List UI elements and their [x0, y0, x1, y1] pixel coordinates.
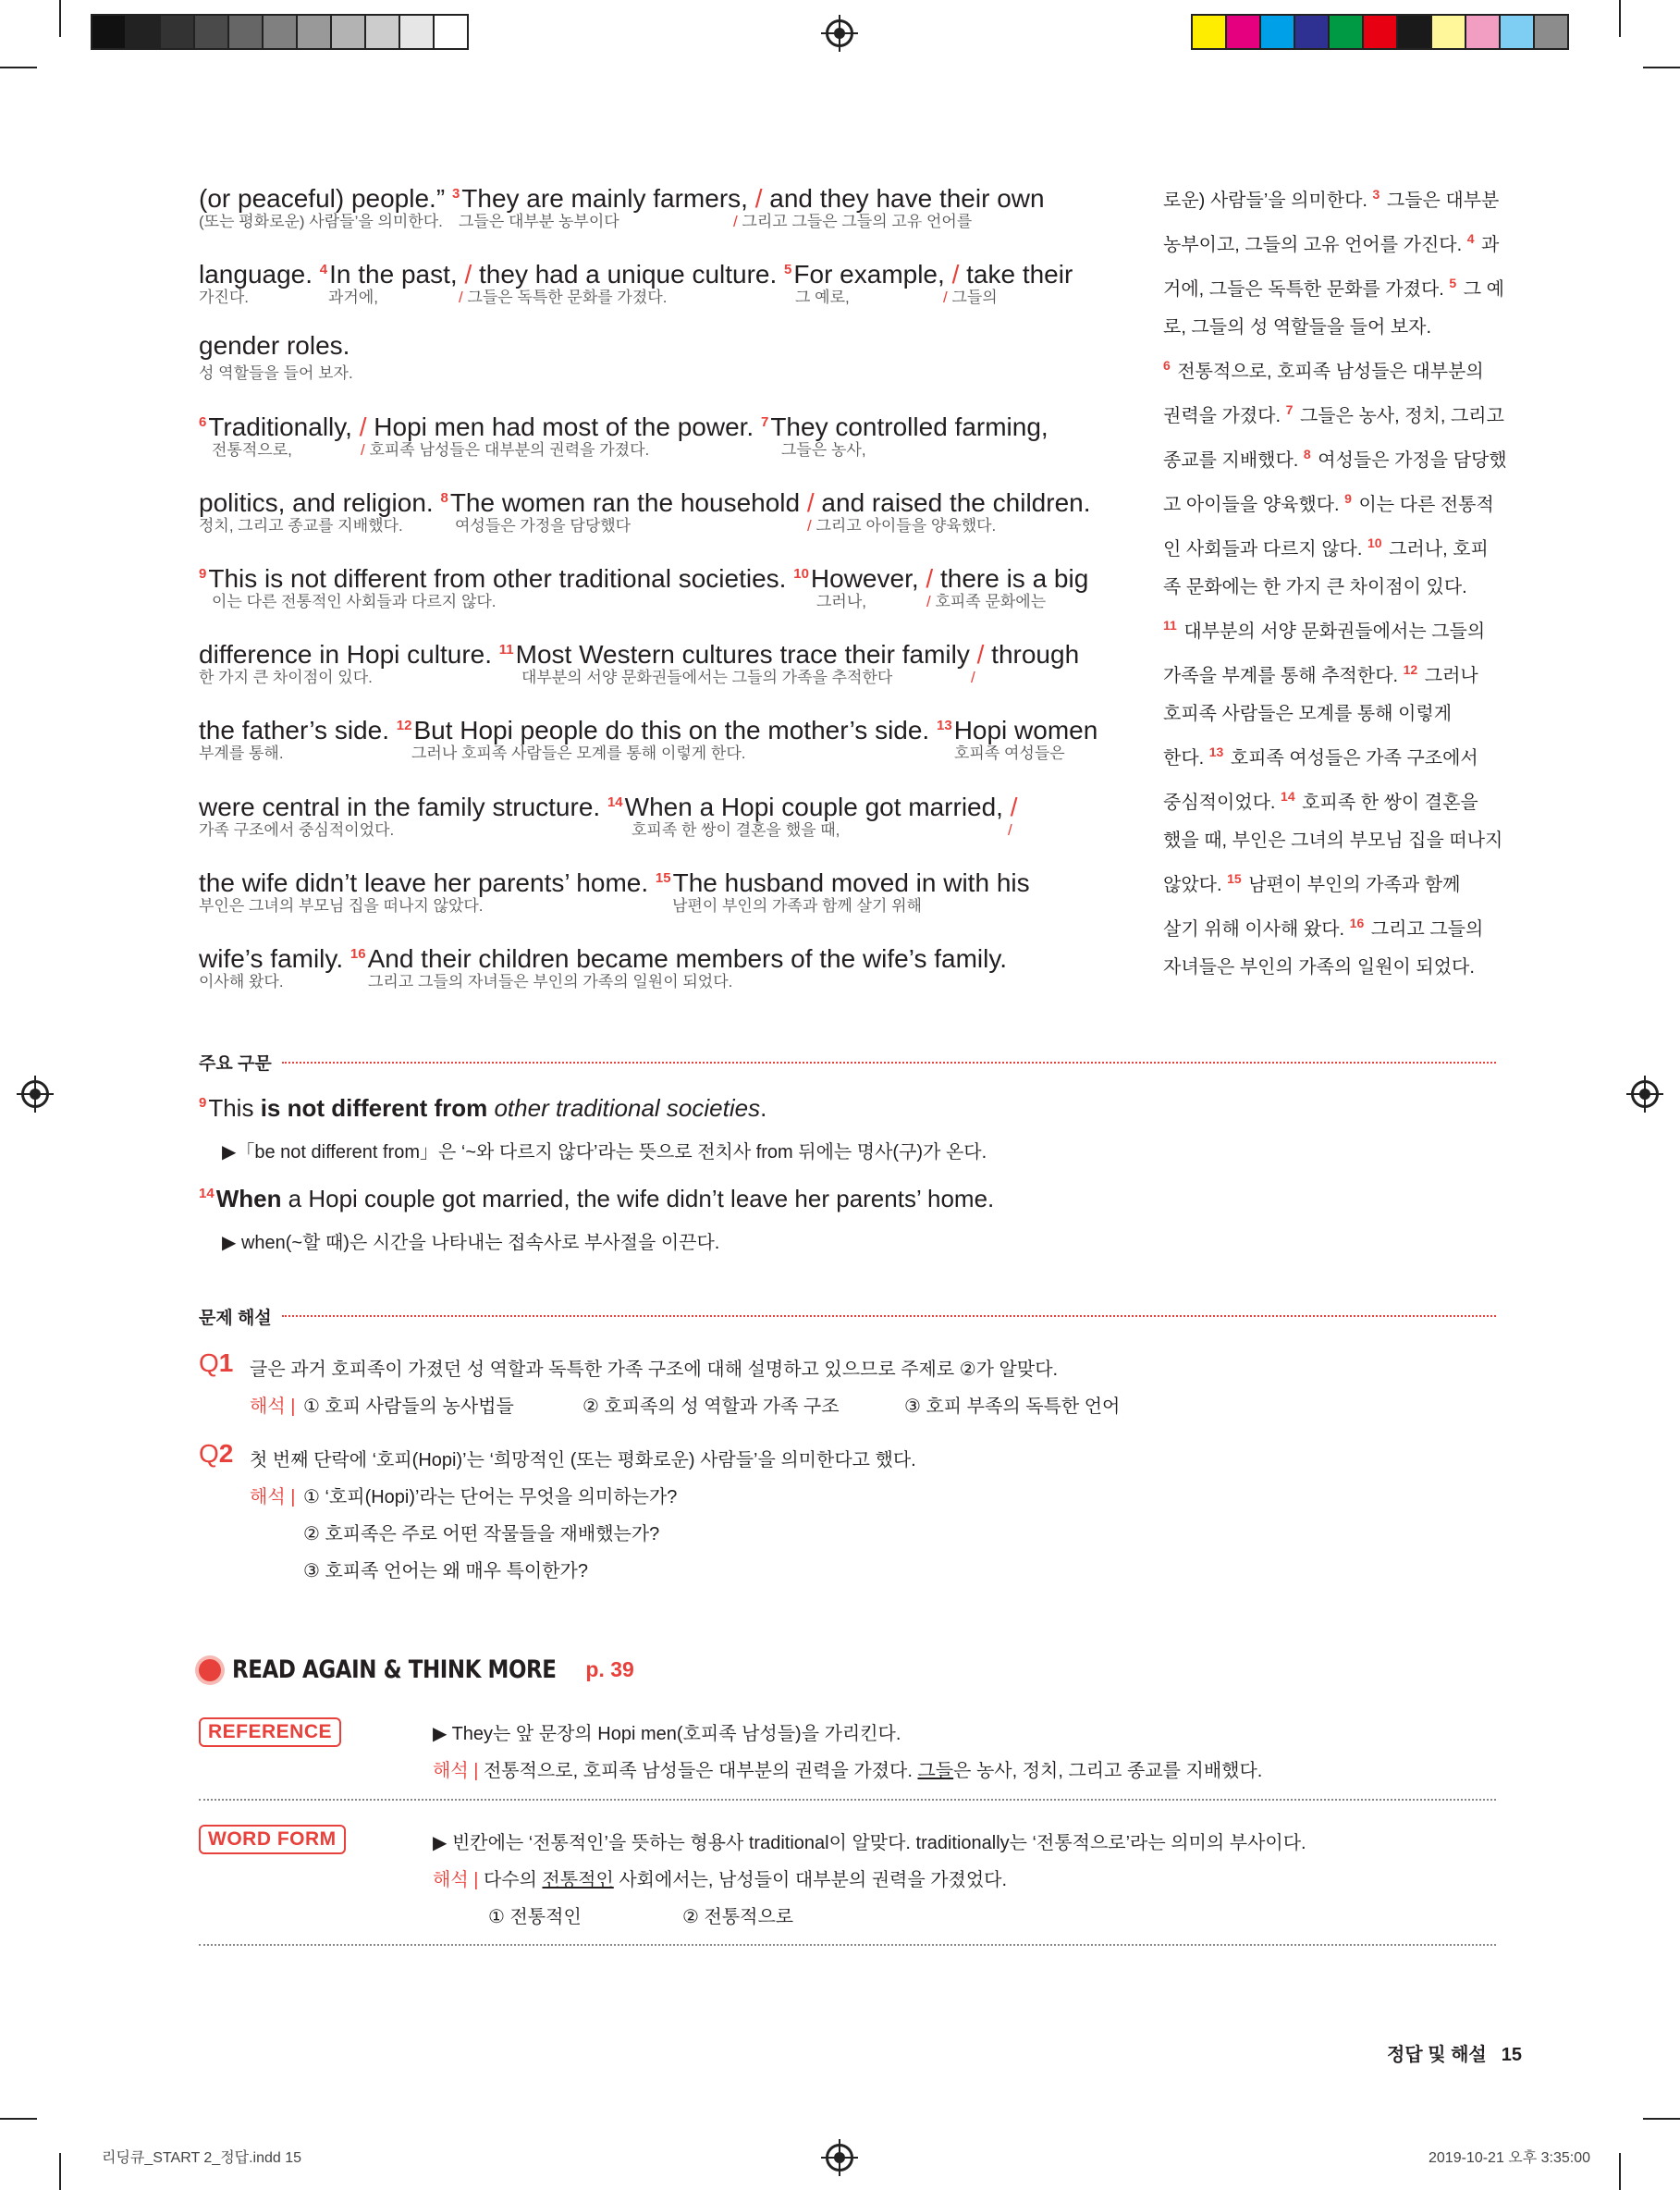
passage-text: (or peaceful) people.” — [199, 184, 452, 213]
question-2-options: 해석 | ① ‘호피(Hopi)’라는 단어는 무엇을 의미하는가? ② 호피족은 주로 어떤 작물들을 재배했는가? ③ 호피족 언어는 왜 매우 특이한가? — [250, 1487, 678, 1581]
passage-text: They are mainly farmers, — [461, 184, 755, 213]
sentence-number: 10 — [793, 566, 809, 582]
sentence-number: 3 — [451, 186, 460, 202]
side-translation-line — [1163, 480, 1514, 524]
chunk-slash: / — [459, 289, 463, 306]
sentence-number: 6 — [1163, 358, 1171, 373]
registration-mark-bottom — [826, 2144, 853, 2172]
passage-korean-gloss — [199, 364, 1086, 383]
passage-text: Most Western cultures trace their family — [515, 640, 977, 669]
passage-english-line — [199, 331, 349, 361]
key-structures-title: 주요 구문 — [199, 1054, 272, 1074]
passage-english-line — [199, 560, 1088, 594]
passage-text: When a Hopi couple got married, — [624, 793, 1011, 821]
side-translation-line — [1163, 607, 1514, 651]
gloss-chunk: 부계를 통해. — [199, 744, 284, 762]
gloss-chunk: 호피족 여성들은 — [954, 744, 1065, 762]
translation-text: 족 문화에는 한 가지 큰 차이점이 있다. — [1163, 577, 1467, 597]
gloss-chunk: 성 역할들을 들어 보자. — [199, 364, 353, 382]
passage-text: / — [359, 412, 367, 441]
sentence-number: 8 — [1303, 447, 1311, 461]
sentence-number: 4 — [319, 262, 328, 277]
translation-text: 전통적으로, 호피족 남성들은 대부분의 — [1171, 362, 1484, 382]
passage-korean-gloss — [199, 289, 1086, 307]
passage-english-line — [199, 864, 1030, 898]
sentence-number: 10 — [1367, 535, 1382, 550]
color-swatch — [435, 16, 467, 48]
chunk-slash: / — [361, 441, 365, 459]
gloss-chunk: 남편이 부인의 가족과 함께 살기 위해 — [672, 897, 922, 915]
sentence-number: 4 — [1466, 231, 1475, 246]
sentence-number: 15 — [1227, 871, 1242, 886]
sentence-number: 9 — [199, 566, 207, 582]
translation-text: 권력을 가졌다. — [1163, 406, 1286, 426]
page-footer: 정답 및 해설 15 — [1387, 2045, 1522, 2065]
color-swatch — [1261, 16, 1295, 48]
color-swatch — [1466, 16, 1501, 48]
passage-text: / — [926, 564, 934, 593]
translation-text: 호피족 여성들은 가족 구조에서 — [1225, 748, 1478, 769]
side-translation-line — [1163, 265, 1514, 309]
word-form-badge: WORD FORM — [199, 1825, 346, 1854]
key-structure-sentence-1: $^9$This is not different from other traditional societies. — [199, 1094, 767, 1122]
passage-text: Hopi women — [953, 716, 1098, 744]
translation-text: 인 사회들과 다르지 않다. — [1163, 539, 1367, 560]
side-translation-line — [1163, 347, 1514, 391]
gloss-chunk: 과거에, — [328, 289, 378, 306]
passage-text: The husband moved in with his — [672, 868, 1030, 897]
section-divider — [282, 1062, 1496, 1064]
passage-text: through — [984, 640, 1080, 669]
sentence-number: 16 — [1349, 916, 1365, 930]
passage-text: But Hopi people do this on the mother’s side. — [413, 716, 937, 744]
translation-text: 한다. — [1163, 748, 1209, 769]
passage-korean-gloss — [199, 517, 1086, 535]
color-swatch — [1227, 16, 1261, 48]
side-translation-line — [1163, 778, 1514, 822]
translation-text: 자녀들은 부인의 가족의 일원이 되었다. — [1163, 957, 1475, 978]
sentence-number: 5 — [1449, 276, 1457, 290]
sentence-number: 9 — [1344, 491, 1352, 506]
color-swatch — [1330, 16, 1364, 48]
translation-text: 중심적이었다. — [1163, 793, 1281, 813]
passage-korean-gloss — [199, 593, 1086, 611]
passage-text: / — [754, 184, 763, 213]
passage-english-line — [199, 788, 1018, 822]
translation-text: 농부이고, 그들의 고유 언어를 가진다. — [1163, 235, 1467, 255]
passage-text: difference in Hopi culture. — [199, 640, 499, 669]
reference-explanation: ▶ They는 앞 문장의 Hopi men(호피족 남성들)을 가리킨다. — [433, 1724, 901, 1744]
read-again-header: READ AGAIN & THINK MORE p. 39 — [199, 1655, 634, 1689]
color-swatch — [400, 16, 435, 48]
sentence-number: 5 — [784, 262, 792, 277]
sentence-number: 12 — [396, 718, 412, 733]
gloss-chunk: 가진다. — [199, 289, 249, 306]
passage-text: language. — [199, 260, 320, 289]
gloss-chunk: / 호피족 남성들은 대부분의 권력을 가졌다. — [361, 441, 650, 459]
key-structure-sentence-2: $^{14}$When a Hopi couple got married, the wife didn’t leave her parents’ home. — [199, 1185, 995, 1212]
side-translation-line — [1163, 176, 1514, 220]
registration-mark-right — [1631, 1080, 1659, 1108]
gloss-chunk: 그러나, — [816, 593, 866, 610]
color-swatch — [1193, 16, 1227, 48]
file-slug: 리딩큐_START 2_정답.indd 15 — [102, 2150, 302, 2166]
word-form-options: ① 전통적인 ② 전통적으로 — [488, 1907, 794, 1927]
side-translation-line — [1163, 949, 1514, 987]
passage-text: the father’s side. — [199, 716, 397, 744]
divider — [199, 1944, 1496, 1946]
sentence-number: 12 — [1403, 662, 1418, 677]
translation-text: 그리고 그들의 — [1366, 919, 1484, 940]
gloss-chunk: / 호피족 문화에는 — [926, 593, 1047, 610]
sentence-number: 8 — [440, 490, 448, 506]
passage-text: In the past, — [329, 260, 465, 289]
passage-korean-gloss — [199, 821, 1086, 840]
color-swatch — [366, 16, 400, 48]
passage-text: take their — [959, 260, 1073, 289]
color-swatch — [161, 16, 195, 48]
color-swatch — [195, 16, 229, 48]
gloss-chunk: 부인은 그녀의 부모님 집을 떠나지 않았다. — [199, 897, 484, 915]
print-timestamp: 2019-10-21 오후 3:35:00 — [1429, 2150, 1591, 2166]
word-form-explanation: ▶ 빈칸에는 ‘전통적인’을 뜻하는 형용사 traditional이 알맞다. traditionally는 ‘전통적으로’라는 의미의 부사이다. — [433, 1833, 1306, 1853]
grayscale-color-bar — [91, 14, 469, 50]
side-translation-line — [1163, 904, 1514, 949]
gloss-chunk: (또는 평화로운) 사람들’을 의미한다. — [199, 213, 443, 230]
translation-text: 고 아이들을 양육했다. — [1163, 495, 1345, 515]
translation-text: 않았다. — [1163, 875, 1228, 895]
chunk-slash: / — [926, 593, 931, 610]
gloss-chunk: 그러나 호피족 사람들은 모계를 통해 이렇게 한다. — [411, 744, 746, 762]
gloss-chunk: 대부분의 서양 문화권들에서는 그들의 가족을 추적한다 — [521, 669, 893, 686]
translation-text: 호피족 사람들은 모계를 통해 이렇게 — [1163, 704, 1453, 724]
side-translation-line — [1163, 436, 1514, 480]
gloss-chunk: 그 예로, — [795, 289, 850, 306]
translation-text: 이는 다른 전통적 — [1353, 495, 1494, 515]
color-swatch — [229, 16, 264, 48]
registration-mark-top — [826, 19, 853, 47]
side-translation-line — [1163, 220, 1514, 265]
passage-korean-gloss — [199, 441, 1086, 460]
passage-text: / — [464, 260, 472, 289]
sentence-number: 3 — [1372, 187, 1380, 202]
sentence-number: 14 — [607, 794, 623, 810]
translation-text: 남편이 부인의 가족과 함께 — [1243, 875, 1461, 895]
gloss-chunk — [1008, 821, 1012, 840]
passage-text: The women ran the household — [449, 488, 807, 517]
passage-text: Traditionally, — [208, 412, 360, 441]
passage-korean-gloss — [199, 213, 1086, 231]
passage-english-line — [199, 711, 1098, 745]
side-translation-line — [1163, 733, 1514, 778]
question-1-label: Q1 — [199, 1348, 234, 1377]
passage-text: This is not different from other traditional societies. — [208, 564, 794, 593]
key-structure-note-1: ▶「be not different from」은 ‘~와 다르지 않다’라는 뜻으로 전치사 from 뒤에는 명사(구)가 온다. — [222, 1142, 987, 1163]
color-swatch — [264, 16, 298, 48]
passage-text: wife’s family. — [199, 944, 350, 973]
bullet-icon — [199, 1659, 221, 1681]
passage-text: the wife didn’t leave her parents’ home. — [199, 868, 656, 897]
question-2-explanation: 첫 번째 단락에 ‘호피(Hopi)’는 ‘희망적인 (또는 평화로운) 사람들’을 의미한다고 했다. — [250, 1450, 916, 1470]
chunk-slash: / — [1008, 821, 1012, 839]
side-translation-line — [1163, 822, 1514, 860]
passage-english-line — [199, 940, 1007, 974]
color-swatch — [332, 16, 366, 48]
sentence-number: 15 — [655, 870, 671, 886]
passage-korean-gloss — [199, 669, 1086, 687]
gloss-chunk: / 그리고 그들은 그들의 고유 언어를 — [733, 213, 973, 230]
reference-translation: 해석 | 전통적으로, 호피족 남성들은 대부분의 권력을 가졌다. 그들은 농사, 정치, 그리고 종교를 지배했다. — [433, 1761, 1263, 1781]
translation-text: 종교를 지배했다. — [1163, 450, 1304, 471]
passage-text: And their children became members of the wife’s family. — [367, 944, 1008, 973]
gloss-chunk — [971, 669, 975, 687]
passage-text: They controlled farming, — [770, 412, 1048, 441]
chunk-slash: / — [943, 289, 948, 306]
translation-text: 살기 위해 이사해 왔다. — [1163, 919, 1350, 940]
chunk-slash: / — [971, 669, 975, 686]
gloss-chunk: 전통적으로, — [212, 441, 292, 459]
gloss-chunk: 호피족 한 쌍이 결혼을 했을 때, — [632, 821, 840, 839]
sentence-number: 13 — [937, 718, 952, 733]
color-swatch — [127, 16, 161, 48]
side-translation-line — [1163, 524, 1514, 569]
side-translation-line — [1163, 391, 1514, 436]
passage-english-line — [199, 179, 1045, 214]
color-swatch — [298, 16, 332, 48]
gloss-chunk: 이사해 왔다. — [199, 973, 284, 990]
translation-text: 그들은 농사, 정치, 그리고 — [1294, 406, 1504, 426]
side-translation — [1163, 176, 1514, 987]
sentence-number: 14 — [1281, 789, 1295, 804]
passage-text: / — [806, 488, 815, 517]
translation-text: 그러나, 호피 — [1383, 539, 1489, 560]
translation-text: 했을 때, 부인은 그녀의 부모님 집을 떠나지 — [1163, 830, 1503, 851]
question-1-options: 해석 | ① 호피 사람들의 농사법들 ② 호피족의 성 역할과 가족 구조 ③ 호피 부족의 독특한 언어 — [250, 1396, 1121, 1417]
translation-text: 가족을 부계를 통해 추적한다. — [1163, 666, 1404, 686]
passage-text: / — [1010, 793, 1018, 821]
color-swatch — [1398, 16, 1432, 48]
registration-mark-left — [21, 1080, 49, 1108]
passage-text: For example, — [793, 260, 952, 289]
gloss-chunk: 그들은 대부분 농부이다 — [459, 213, 619, 230]
passage-english-line — [199, 635, 1079, 670]
gloss-chunk: 정치, 그리고 종교를 지배했다. — [199, 517, 403, 535]
passage-text: politics, and religion. — [199, 488, 441, 517]
key-structure-note-2: ▶ when(~할 때)은 시간을 나타내는 접속사로 부사절을 이끈다. — [222, 1233, 720, 1253]
sentence-number: 11 — [1163, 618, 1177, 633]
passage-text: there is a big — [933, 564, 1089, 593]
gloss-chunk: 그리고 그들의 자녀들은 부인의 가족의 일원이 되었다. — [368, 973, 733, 990]
translation-text: 여성들은 가정을 담당했 — [1312, 450, 1507, 471]
passage-english-line — [199, 408, 1048, 442]
reference-badge: REFERENCE — [199, 1717, 341, 1747]
section-divider — [282, 1315, 1496, 1317]
process-color-bar — [1191, 14, 1569, 50]
gloss-chunk: / 그들은 독특한 문화를 가졌다. — [459, 289, 668, 306]
passage-text: gender roles. — [199, 331, 350, 360]
translation-text: 호피족 한 쌍이 결혼을 — [1296, 793, 1478, 813]
translation-text: 로운) 사람들’을 의미한다. — [1163, 191, 1373, 211]
sentence-number: 11 — [498, 642, 514, 658]
side-translation-line — [1163, 695, 1514, 733]
passage-korean-gloss — [199, 973, 1086, 991]
passage-text: and raised the children. — [814, 488, 1091, 517]
color-swatch — [1432, 16, 1466, 48]
gloss-chunk: / 그들의 — [943, 289, 998, 306]
translation-text: 과 — [1476, 235, 1500, 255]
gloss-chunk: 한 가지 큰 차이점이 있다. — [199, 669, 373, 686]
passage-text: / — [976, 640, 985, 669]
passage-text: were central in the family structure. — [199, 793, 607, 821]
sentence-number: 16 — [349, 946, 366, 962]
translation-text: 그러나 — [1419, 666, 1478, 686]
color-swatch — [1501, 16, 1535, 48]
word-form-translation: 해석 | 다수의 전통적인 사회에서는, 남성들이 대부분의 권력을 가졌었다. — [433, 1870, 1008, 1890]
questions-title: 문제 해설 — [199, 1309, 272, 1328]
passage-english-line — [199, 255, 1073, 289]
translation-text: 로, 그들의 성 역할들을 들어 보자. — [1163, 317, 1432, 338]
side-translation-line — [1163, 651, 1514, 695]
color-swatch — [1535, 16, 1567, 48]
sentence-number: 13 — [1208, 744, 1224, 759]
color-swatch — [92, 16, 127, 48]
passage-korean-gloss — [199, 897, 1086, 916]
sentence-number: 6 — [199, 414, 207, 430]
gloss-chunk: / 그리고 아이들을 양육했다. — [807, 517, 997, 535]
gloss-chunk: 이는 다른 전통적인 사회들과 다르지 않다. — [212, 593, 497, 610]
translation-text: 대부분의 서양 문화권들에서는 그들의 — [1178, 621, 1486, 642]
passage-text: / — [951, 260, 960, 289]
side-translation-line — [1163, 860, 1514, 904]
question-2-label: Q2 — [199, 1439, 234, 1468]
chunk-slash: / — [733, 213, 738, 230]
chunk-slash: / — [807, 517, 812, 535]
passage-text: and they have their own — [762, 184, 1045, 213]
divider — [199, 1799, 1496, 1801]
translation-text: 그들은 대부분 — [1381, 191, 1500, 211]
side-translation-line — [1163, 309, 1514, 347]
gloss-chunk: 여성들은 가정을 담당했다 — [455, 517, 632, 535]
color-swatch — [1364, 16, 1398, 48]
translation-text: 그 예 — [1458, 279, 1504, 300]
passage-korean-gloss — [199, 744, 1086, 763]
color-swatch — [1295, 16, 1330, 48]
passage-text: However, — [810, 564, 926, 593]
passage-text: Hopi men had most of the power. — [366, 412, 761, 441]
sentence-number: 7 — [760, 414, 769, 430]
sentence-number: 7 — [1285, 402, 1294, 417]
translation-text: 거에, 그들은 독특한 문화를 가졌다. — [1163, 279, 1450, 300]
question-1-explanation: 글은 과거 호피족이 가졌던 성 역할과 독특한 가족 구조에 대해 설명하고 있으므로 주제로 ②가 알맞다. — [250, 1360, 1059, 1380]
gloss-chunk: 그들은 농사, — [781, 441, 866, 459]
passage-text: they had a unique culture. — [472, 260, 785, 289]
gloss-chunk: 가족 구조에서 중심적이었다. — [199, 821, 395, 839]
passage-english-line — [199, 484, 1091, 518]
side-translation-line — [1163, 569, 1514, 607]
